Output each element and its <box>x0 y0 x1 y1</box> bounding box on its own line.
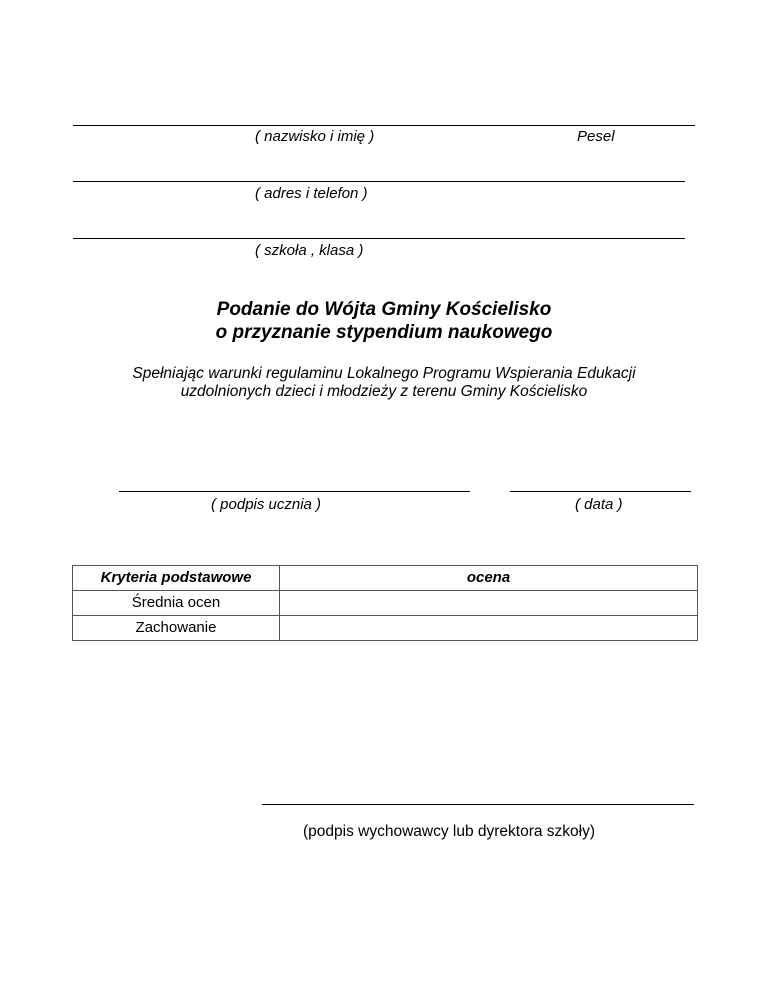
criteria-table <box>72 565 698 641</box>
header-grade: ocena <box>280 566 698 591</box>
row-criteria-average: Średnia ocen <box>73 591 280 616</box>
school-label: ( szkoła , klasa ) <box>255 242 364 259</box>
teacher-signature-line <box>262 804 694 805</box>
body-text-line1: Spełniając warunki regulaminu Lokalnego Programu Wspierania Edukacji <box>132 365 636 382</box>
student-signature-label: ( podpis ucznia ) <box>211 496 322 513</box>
row-grade-behavior[interactable] <box>280 616 698 641</box>
school-line <box>73 238 685 239</box>
table-header-row <box>73 566 698 591</box>
name-label: ( nazwisko i imię ) <box>255 128 375 145</box>
name-pesel-line <box>73 125 695 126</box>
header-criteria: Kryteria podstawowe <box>73 566 280 591</box>
table-row <box>73 591 698 616</box>
document-title-line2: o przyznanie stypendium naukowego <box>215 322 553 343</box>
row-grade-average[interactable] <box>280 591 698 616</box>
date-line <box>510 491 691 492</box>
row-criteria-behavior: Zachowanie <box>73 616 280 641</box>
body-text-line2: uzdolnionych dzieci i młodzieży z terenu Gminy Kościelisko <box>180 383 588 400</box>
address-label: ( adres i telefon ) <box>255 185 368 202</box>
student-signature-line <box>119 491 470 492</box>
document-title-line1: Podanie do Wójta Gminy Kościelisko <box>216 299 552 320</box>
date-label: ( data ) <box>575 496 623 513</box>
address-line <box>73 181 685 182</box>
table-row <box>73 616 698 641</box>
teacher-signature-label: (podpis wychowawcy lub dyrektora szkoły) <box>303 823 596 840</box>
pesel-label: Pesel <box>577 128 615 145</box>
